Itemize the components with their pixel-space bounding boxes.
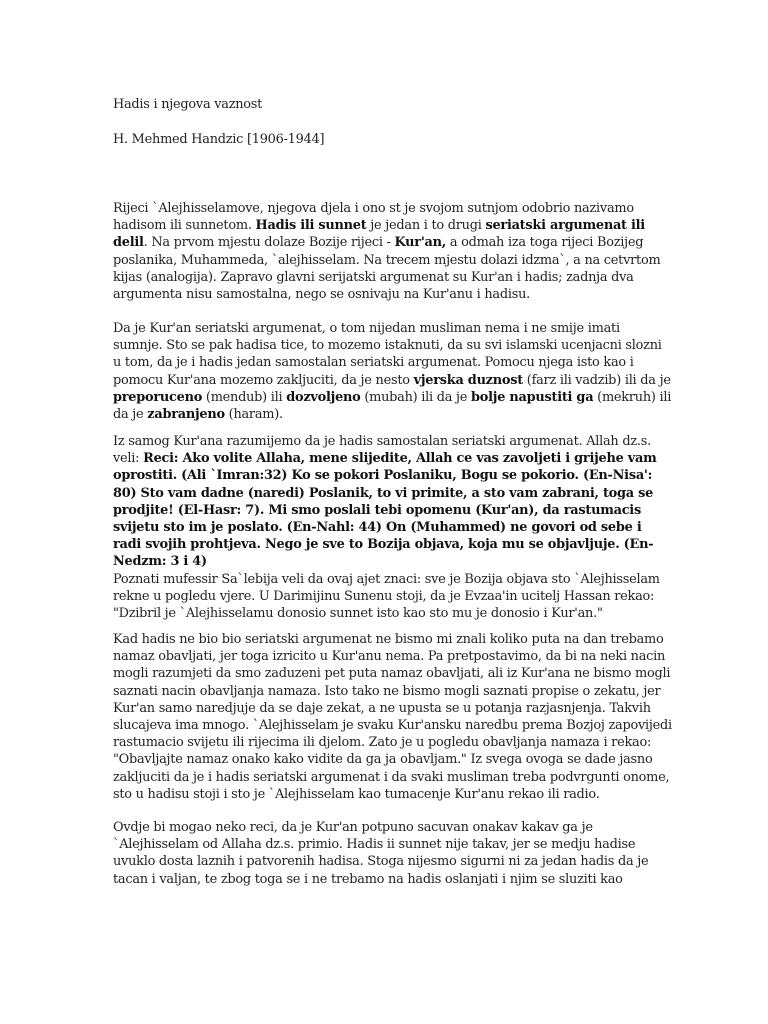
text: Poznati mufessir Sa`lebija veli da ovaj ajet znaci: sve je Bozija objava sto `Alejhisselam rekne u pogledu vjere. U Darimijinu Sunenu stoji, da je Evzaa'in ucitelj Hassan rekao: "Dzibril je `Alejhisselamu donosio sunnet isto kao sto mu je donosio i Kur'an." <box>113 571 660 622</box>
paragraph-2 <box>113 320 673 423</box>
bold-term: bolje napustiti ga <box>471 389 594 405</box>
text: (mendub) ili <box>202 389 287 405</box>
text: (mubah) ili da je <box>360 389 472 405</box>
text: . Na prvom mjestu dolaze Bozije rijeci - <box>143 235 395 251</box>
document-title: Hadis i njegova vaznost <box>113 97 263 112</box>
bold-term: preporuceno <box>113 389 203 405</box>
text: Ovdje bi mogao neko reci, da je Kur'an potpuno sacuvan onakav kakav ga je `Alejhisselam od Allaha dz.s. primio. Hadis ii sunnet nije takav, jer se medju hadise uvuklo dosta laznih i patvorenih hadisa. Stoga nijesmo sigurni ni za jedan hadis da je tacan i valjan, te zbog toga se i ne trebamo na hadis oslanjati i njim se sluziti kao <box>113 820 649 887</box>
text: a odmah iza toga rijeci Bozijeg poslanika, Muhammeda, `alejhisselam. Na trecem mjestu dolazi idzma`, a na cetvrtom kijas (analogija). Zapravo glavni serijatski argumenat su Kur'an i hadis; zadnja dva argumenta nisu samostalna, nego se osnivaju na Kur'anu i hadisu. <box>113 235 661 303</box>
bold-term: Hadis ili sunnet <box>255 218 367 234</box>
bold-term: Kur'an, <box>394 235 446 251</box>
text: Kad hadis ne bio bio seriatski argumenat ne bismo mi znali koliko puta na dan trebamo namaz obavljati, jer toga izricito u Kur'anu nema. Pa pretpostavimo, da bi na neki nacin mogli razumjeti da smo zaduzeni pet puta namaz obavljati, ali iz Kur'ana ne bismo mogli saznati nacin obavljanja namaza. Isto tako ne bismo mogli saznati propise o zekatu, jer Kur'an samo naredjuje da se daje zekat, a ne upusta se u potanja razjasnjenja. Takvih slucajeva ima mnogo. `Alejhisselam je svaku Kur'ansku naredbu prema Bozjoj zapovijedi rastumacio svijetu ili rijecima ili djelom. Zato je u pogledu obavljanja namaza i rekao: "Obavljajte namaz onako kako vidite da ga ja obavljam." Iz svega ovoga se dade jasno zakljuciti da je i hadis seriatski argumenat i da svaki musliman treba podvrgunti onome, sto u hadisu stoji i sto je `Alejhisselam kao tumacenje Kur'anu rekao ili radio. <box>113 632 672 802</box>
text: (mekruh) ili da je <box>113 389 672 423</box>
text: je jedan i to drugi <box>366 218 486 234</box>
paragraph-3 <box>113 433 673 622</box>
text: (farz ili vadzib) ili da je <box>522 372 671 388</box>
text: Iz samog Kur'ana razumijemo da je hadis samostalan seriatski argumenat. Allah dz.s. veli: <box>113 434 651 467</box>
paragraph-4 <box>113 631 673 803</box>
text: Da je Kur'an seriatski argumenat, o tom nijedan musliman nema i ne smije imati sumnje. Sto se pak hadisa tice, to mozemo istaknuti, da su svi islamski ucenjacni slozni u tom, da je i hadis jedan samostalan seriatski argumenat. Pomocu njega isto kao i pomocu Kur'ana mozemo zakljuciti, da je nesto <box>113 321 662 388</box>
bold-term: zabranjeno <box>147 407 225 423</box>
bold-term: vjerska duznost <box>413 372 523 388</box>
document-author: H. Mehmed Handzic [1906-1944] <box>113 132 325 147</box>
bold-term: dozvoljeno <box>286 389 361 405</box>
bold-term: seriatski argumenat ili delil <box>113 218 645 251</box>
quran-quotes: Reci: Ako volite Allaha, mene slijedite, Allah ce vas zavoljeti i grijehe vam oprostiti. (Ali `Imran:32) Ko se pokori Poslaniku, Bogu se pokorio. (En-Nisa': 80) Sto vam dadne (naredi) Poslanik, to vi primite, a sto vam zabrani, toga se prodjite! (El-Hasr: 7). Mi smo poslali tebi opomenu (Kur'an), da rastumacis svijetu sto im je poslato. (En-Nahl: 44) On (Muhammed) ne govori od sebe i radi svojih prohtjeva. Nego je sve to Bozija objava, koja mu se objavljuje. (En-Nedzm: 3 i 4) <box>113 451 657 570</box>
paragraph-5 <box>113 819 673 888</box>
text: (haram). <box>224 407 283 423</box>
paragraph-1 <box>113 200 673 303</box>
text: Rijeci `Alejhisselamove, njegova djela i ono st je svojom sutnjom odobrio nazivamo hadisom ili sunnetom. <box>113 201 634 234</box>
